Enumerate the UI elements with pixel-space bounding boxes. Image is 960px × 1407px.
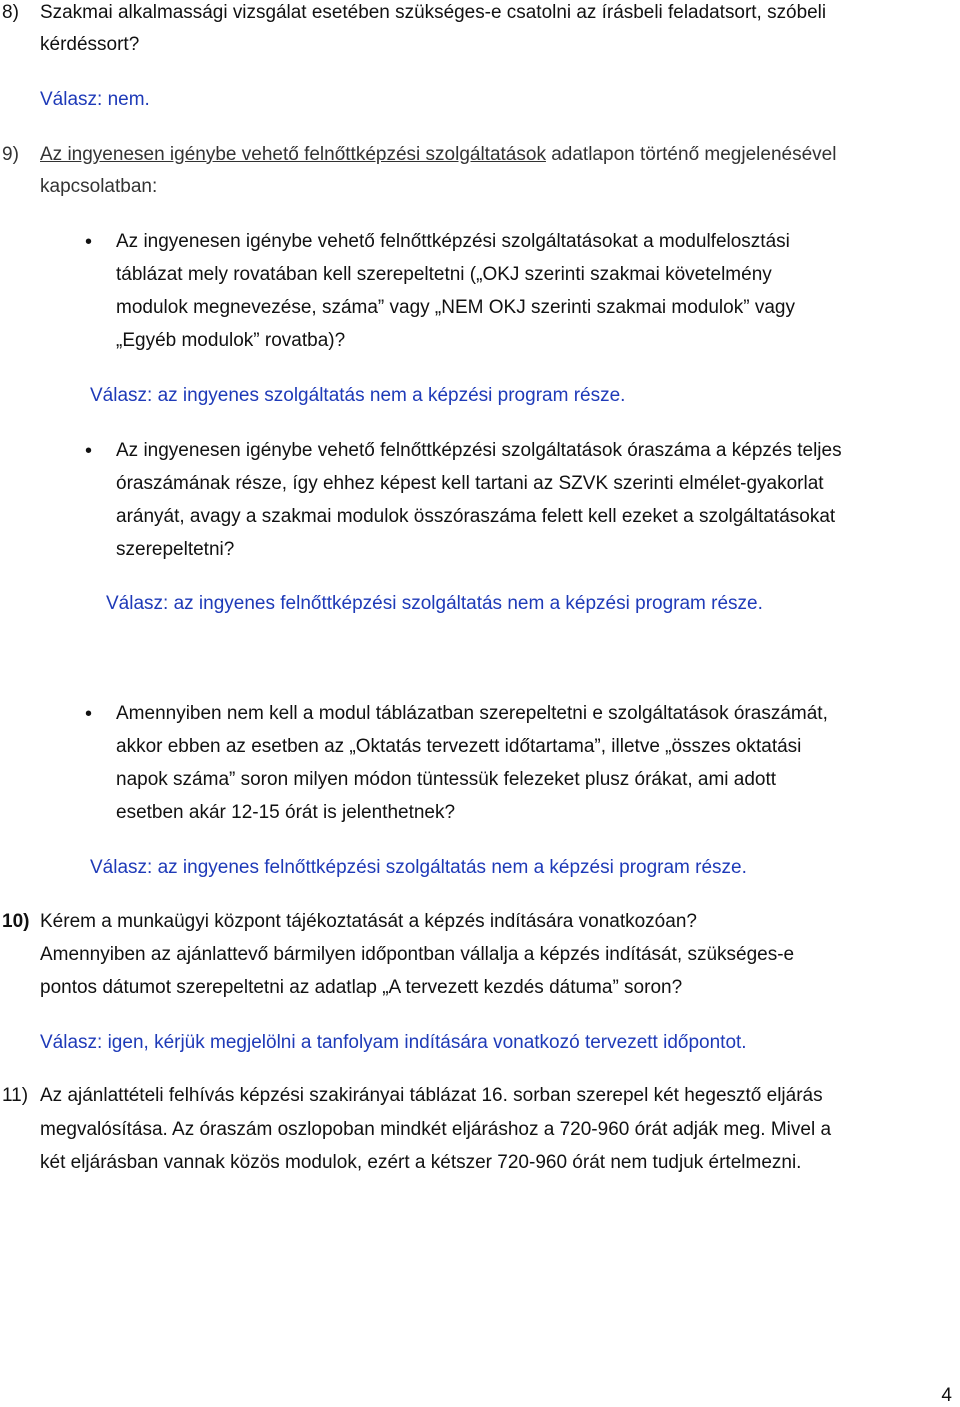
bullet-icon: • <box>85 440 93 462</box>
q10-line3: pontos dátumot szerepeltetni az adatlap „A tervezett kezdés dátuma” soron? <box>40 977 683 998</box>
bullet1-line2: táblázat mely rovatában kell szerepeltetni („OKJ szerinti szakmai követelmény <box>116 264 772 285</box>
q10-line1: Kérem a munkaügyi központ tájékoztatását a képzés indítására vonatkozóan? <box>40 911 697 932</box>
bullet3-line3: napok száma” soron milyen módon tüntessük felezeket plusz órákat, ami adott <box>116 769 777 790</box>
q8-question-line2: kérdéssort? <box>40 34 140 55</box>
bullet-icon: • <box>85 231 93 253</box>
bullet2-line3: arányát, avagy a szakmai modulok összóraszáma felett kell ezeket a szolgáltatásokat <box>116 506 836 527</box>
q10-line2: Amennyiben az ajánlattevő bármilyen időpontban vállalja a képzés indítását, szükséges-e <box>40 944 795 965</box>
bullet2-line2: óraszámának része, így ehhez képest kell tartani az SZVK szerinti elmélet-gyakorlat <box>116 473 824 494</box>
q10-number: 10) <box>2 911 30 932</box>
bullet1-answer: Válasz: az ingyenes szolgáltatás nem a képzési program része. <box>90 385 626 406</box>
bullet1-line4: „Egyéb modulok” rovatba)? <box>116 330 346 351</box>
bullet3-line2: akkor ebben az esetben az „Oktatás tervezett időtartama”, illetve „összes oktatási <box>116 736 802 757</box>
q9-number: 9) <box>2 144 19 165</box>
q11-line2: megvalósítása. Az óraszám oszlopoban mindkét eljáráshoz a 720-960 órát adják meg. Mivel a <box>40 1119 832 1140</box>
bullet3-line1: Amennyiben nem kell a modul táblázatban szerepeltetni e szolgáltatások óraszámát, <box>116 703 828 724</box>
bullet1-line3: modulok megnevezése, száma” vagy „NEM OKJ szerinti szakmai modulok” vagy <box>116 297 795 318</box>
q9-underlined-title: Az ingyenesen igénybe vehető felnőttképzési szolgáltatások <box>40 144 546 165</box>
bullet1-line1 <box>116 229 956 255</box>
bullet1-line1-text: Az ingyenesen igénybe vehető felnőttképzési szolgáltatásokat a modulfelosztási <box>116 231 790 252</box>
q11-line1: Az ajánlattételi felhívás képzési szakirányai táblázat 16. sorban szerepel két hegesztő eljárás <box>40 1085 823 1106</box>
q11-line3: két eljárásban vannak közös modulok, ezért a kétszer 720-960 órát nem tudjuk értelmezni. <box>40 1152 802 1173</box>
q9-question-line1 <box>40 142 836 168</box>
bullet3-line4: esetben akár 12-15 órát is jelenthetnek? <box>116 802 456 823</box>
bullet-icon: • <box>85 703 93 725</box>
page-number: 4 <box>941 1385 952 1406</box>
q9-question-rest: adatlapon történő megjelenésével <box>545 144 837 165</box>
bullet2-line1: Az ingyenesen igénybe vehető felnőttképzési szolgáltatások óraszáma a képzés teljes <box>116 440 842 461</box>
q8-number: 8) <box>2 2 19 23</box>
q10-answer: Válasz: igen, kérjük megjelölni a tanfolyam indítására vonatkozó tervezett időpontot. <box>40 1032 747 1053</box>
q8-answer: Válasz: nem. <box>40 89 150 110</box>
q11-number: 11) <box>2 1085 29 1106</box>
bullet2-answer: Válasz: az ingyenes felnőttképzési szolgáltatás nem a képzési program része. <box>106 593 763 614</box>
bullet3-answer: Válasz: az ingyenes felnőttképzési szolgáltatás nem a képzési program része. <box>90 857 747 878</box>
bullet2-line4: szerepeltetni? <box>116 539 235 560</box>
q8-question-line1: Szakmai alkalmassági vizsgálat esetében szükséges-e csatolni az írásbeli feladatsort, szóbeli <box>40 2 827 23</box>
q9-question-line2: kapcsolatban: <box>40 176 158 197</box>
